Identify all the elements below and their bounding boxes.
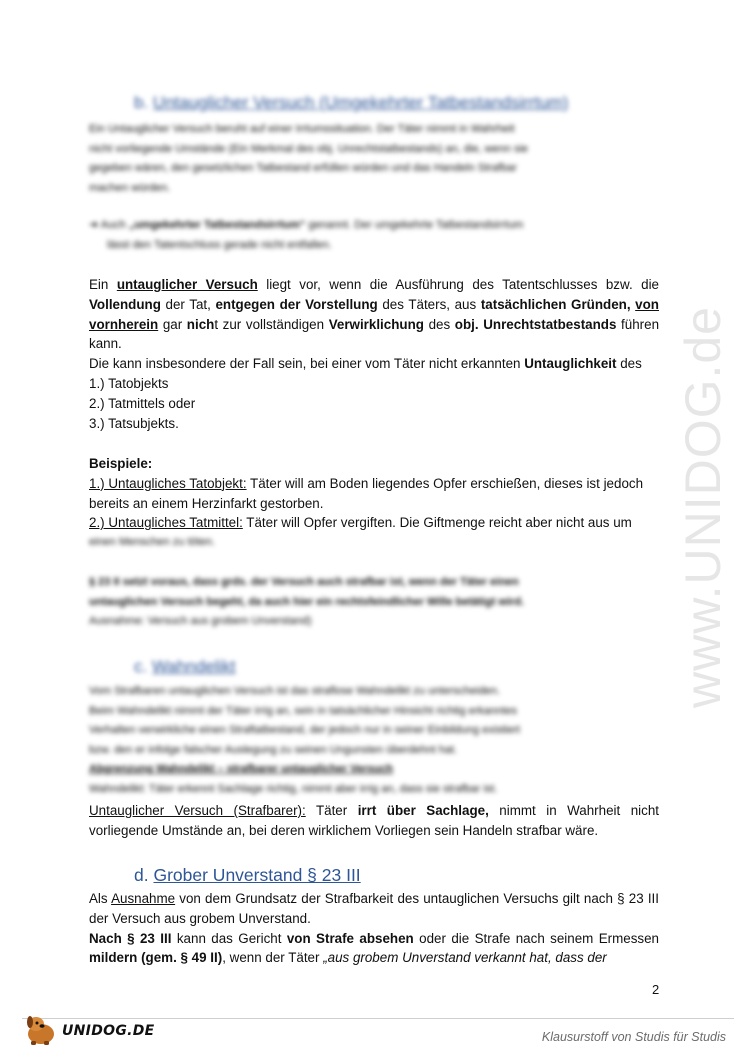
blurred-intro: Ein Untauglicher Versuch beruht auf einer Irrtumssituation. Der Täter nimmt in Wahrheit nicht vorliegende Umstände (Ein Merkmal des obj. Unrechtstatbestands) an, die, wenn sie gegeben wären, den gesetzlichen Tatbestand erfüllen würden und das Handeln Strafbar machen würden.	[89, 123, 529, 194]
definition-paragraph: Ein untauglicher Versuch liegt vor, wenn die Ausführung des Tatentschlusses bzw. die Vollendung der Tat, entgegen der Vorstellung des Täters, aus tatsächlichen Gründen, von vornherein gar nicht zur vollständigen Verwirklichung des obj. Unrechtstatbestands führen kann. Die kann insbesondere der Fall sein, bei einer vom Täter nicht erkannten Untauglichkeit des 1.) Tatobjekts 2.) Tatmittels oder 3.) Tatsubjekts.	[89, 275, 659, 433]
watermark: www.UNIDOG.de	[675, 306, 731, 708]
section-d-heading: d. Grober Unverstand § 23 III	[134, 865, 361, 885]
unidog-logo: UNIDOG.DE	[22, 1010, 152, 1046]
untauglichkeit-list	[89, 374, 659, 433]
grober-unverstand-paragraph: Als Ausnahme von dem Grundsatz der Strafbarkeit des untauglichen Versuchs gilt nach § 23 III der Versuch aus grobem Unverstand. Nach § 23 III kann das Gericht von Strafe absehen oder die Strafe nach seinem Ermessen mildern (gem. § 49 II), wenn der Täter „aus grobem Unverstand verkannt hat, dass der	[89, 891, 660, 966]
examples: Beispiele: 1.) Untaugliches Tatobjekt: Täter will am Boden liegendes Opfer erschießen, dieses ist jedoch bereits an einem Herzinfarkt gestorben. 2.) Untaugliches Tatmittel: Täter will Opfer vergiften. Die Giftmenge reicht aber nicht aus um einen Menschen zu töten.	[89, 456, 644, 549]
list-item: 3.) Tatsubjekts.	[89, 415, 179, 431]
list-item: 2.) Tatmittels oder	[89, 395, 196, 411]
section-c-heading: c. Wahndelikt	[134, 657, 236, 676]
page-number: 2	[652, 982, 660, 997]
blurred-wahndelikt: Vom Strafbaren untauglichen Versuch ist das straflose Wahndelikt zu unterscheiden. Beim Wahndelikt nimmt der Täter irrig an, sein in tatsächlicher Hinsicht richtig erkanntes Verhalten verwirkliche einen Straftatbestand, der jedoch nur in seiner Einbildung existiert bzw. den er infolge falscher Auslegung zu seinen Ungunsten überdehnt hat. Abgrenzung Wahndelikt – strafbarer untauglicher Versuch Wahndelikt: Täter erkennt Sachlage richtig, nimmt aber irrig an, dass sie strafbar ist.	[89, 685, 521, 795]
footer-tagline: Klausurstoff von Studis für Studis	[541, 1030, 726, 1044]
dog-icon	[22, 1012, 60, 1046]
strafbarer-versuch-paragraph: Untauglicher Versuch (Strafbarer): Täter irrt über Sachlage, nimmt in Wahrheit nicht vorliegende Umstände an, bei deren wirklichem Vorliegen sein Handeln strafbar wäre.	[89, 803, 659, 838]
blurred-arrow-note: ➜ Auch „umgekehrter Tatbestandsirrtum“ genannt. Der umgekehrte Tatbestandsirrtum lässt den Tatentschluss gerade nicht entfallen.	[89, 219, 524, 251]
blurred-23-note: § 23 II setzt voraus, dass grds. der Versuch auch strafbar ist, wenn der Täter einen untauglichen Versuch begeht, da auch hier ein rechtsfeindlicher Wille betätigt wird. Ausnahme: Versuch aus grobem Unverstand)	[89, 576, 525, 627]
list-item: 1.) Tatobjekts	[89, 375, 169, 391]
section-b-heading: b. Untauglicher Versuch (Umgekehrter Tatbestandsirrtum)	[134, 93, 569, 112]
